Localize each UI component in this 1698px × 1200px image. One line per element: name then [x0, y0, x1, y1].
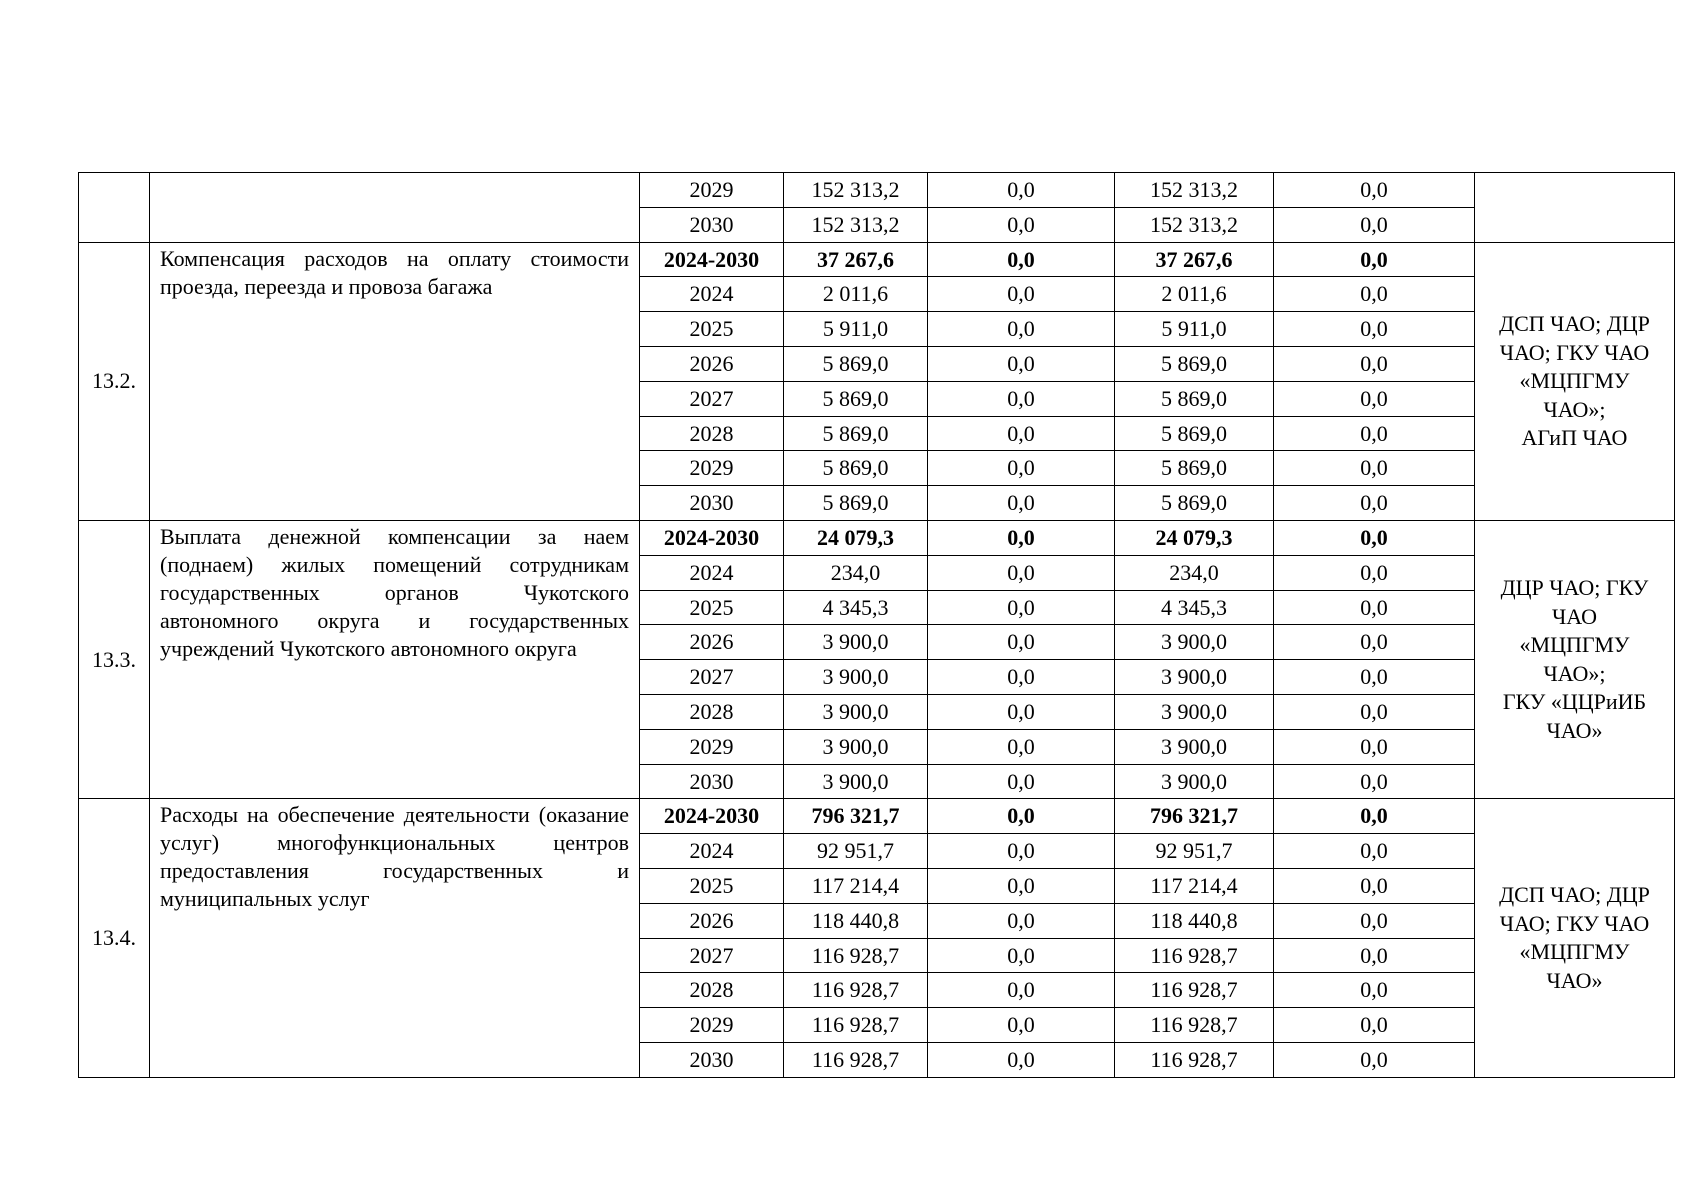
federal-cell: 0,0	[928, 451, 1115, 486]
regional-cell: 4 345,3	[1115, 590, 1274, 625]
responsible-cell	[1475, 242, 1675, 520]
regional-cell: 2 011,6	[1115, 277, 1274, 312]
responsible-line: «МЦПГМУ	[1519, 368, 1630, 394]
other-cell: 0,0	[1274, 973, 1475, 1008]
other-cell: 0,0	[1274, 729, 1475, 764]
section-name-cell: Расходы на обеспечение деятельности (оказание услуг) многофункциональных центров предоставления государственных и муниципальных услуг	[150, 799, 640, 1077]
responsible-line: ЧАО»	[1546, 967, 1603, 993]
other-cell: 0,0	[1274, 242, 1475, 277]
federal-cell: 0,0	[928, 416, 1115, 451]
total-cell: 2 011,6	[784, 277, 928, 312]
table-row	[79, 173, 1675, 208]
year-cell: 2026	[640, 625, 784, 660]
year-cell: 2024	[640, 277, 784, 312]
section-name-cell: Компенсация расходов на оплату стоимости проезда, переезда и провоза багажа	[150, 242, 640, 520]
total-cell: 116 928,7	[784, 938, 928, 973]
other-cell: 0,0	[1274, 694, 1475, 729]
federal-cell: 0,0	[928, 625, 1115, 660]
federal-cell: 0,0	[928, 173, 1115, 208]
federal-cell: 0,0	[928, 381, 1115, 416]
table-row	[79, 520, 1675, 555]
regional-cell: 152 313,2	[1115, 207, 1274, 242]
total-cell: 24 079,3	[784, 520, 928, 555]
year-cell: 2027	[640, 381, 784, 416]
total-cell: 3 900,0	[784, 625, 928, 660]
year-cell: 2026	[640, 346, 784, 381]
year-cell: 2028	[640, 694, 784, 729]
year-cell: 2028	[640, 416, 784, 451]
federal-cell: 0,0	[928, 973, 1115, 1008]
regional-cell: 5 869,0	[1115, 451, 1274, 486]
federal-cell: 0,0	[928, 694, 1115, 729]
other-cell: 0,0	[1274, 312, 1475, 347]
year-cell: 2029	[640, 173, 784, 208]
section-number-cell: 13.3.	[79, 520, 150, 798]
regional-cell: 3 900,0	[1115, 625, 1274, 660]
other-cell: 0,0	[1274, 173, 1475, 208]
regional-cell: 5 869,0	[1115, 486, 1274, 521]
federal-cell: 0,0	[928, 938, 1115, 973]
year-cell: 2030	[640, 764, 784, 799]
federal-cell: 0,0	[928, 799, 1115, 834]
year-cell: 2024	[640, 834, 784, 869]
other-cell: 0,0	[1274, 346, 1475, 381]
regional-cell: 3 900,0	[1115, 729, 1274, 764]
responsible-line: ДСП ЧАО; ДЦР	[1499, 311, 1650, 337]
regional-cell: 5 869,0	[1115, 381, 1274, 416]
regional-cell: 3 900,0	[1115, 660, 1274, 695]
year-cell: 2024-2030	[640, 799, 784, 834]
year-cell: 2030	[640, 1042, 784, 1077]
other-cell: 0,0	[1274, 555, 1475, 590]
other-cell: 0,0	[1274, 590, 1475, 625]
year-cell: 2029	[640, 729, 784, 764]
total-cell: 3 900,0	[784, 729, 928, 764]
total-cell: 92 951,7	[784, 834, 928, 869]
regional-cell: 796 321,7	[1115, 799, 1274, 834]
year-cell: 2025	[640, 590, 784, 625]
federal-cell: 0,0	[928, 764, 1115, 799]
total-cell: 5 869,0	[784, 416, 928, 451]
total-cell: 117 214,4	[784, 868, 928, 903]
other-cell: 0,0	[1274, 799, 1475, 834]
total-cell: 234,0	[784, 555, 928, 590]
year-cell: 2024-2030	[640, 520, 784, 555]
total-cell: 5 869,0	[784, 381, 928, 416]
other-cell: 0,0	[1274, 486, 1475, 521]
section-number-cell: 13.4.	[79, 799, 150, 1077]
responsible-line: «МЦПГМУ	[1519, 939, 1630, 965]
table-row	[79, 799, 1675, 834]
other-cell: 0,0	[1274, 1008, 1475, 1043]
other-cell: 0,0	[1274, 451, 1475, 486]
federal-cell: 0,0	[928, 346, 1115, 381]
regional-cell: 118 440,8	[1115, 903, 1274, 938]
table-body	[79, 173, 1675, 1078]
responsible-line: ЧАО; ГКУ ЧАО	[1499, 910, 1650, 936]
total-cell: 4 345,3	[784, 590, 928, 625]
other-cell: 0,0	[1274, 868, 1475, 903]
total-cell: 5 869,0	[784, 451, 928, 486]
responsible-line: «МЦПГМУ	[1519, 632, 1630, 658]
other-cell: 0,0	[1274, 520, 1475, 555]
federal-cell: 0,0	[928, 555, 1115, 590]
federal-cell: 0,0	[928, 520, 1115, 555]
total-cell: 796 321,7	[784, 799, 928, 834]
other-cell: 0,0	[1274, 764, 1475, 799]
regional-cell: 116 928,7	[1115, 938, 1274, 973]
budget-table	[78, 172, 1675, 1078]
year-cell: 2024-2030	[640, 242, 784, 277]
regional-cell: 24 079,3	[1115, 520, 1274, 555]
responsible-line: АГиП ЧАО	[1521, 425, 1628, 451]
total-cell: 116 928,7	[784, 1042, 928, 1077]
regional-cell: 116 928,7	[1115, 1008, 1274, 1043]
regional-cell: 37 267,6	[1115, 242, 1274, 277]
total-cell: 3 900,0	[784, 764, 928, 799]
total-cell: 3 900,0	[784, 660, 928, 695]
regional-cell: 152 313,2	[1115, 173, 1274, 208]
other-cell: 0,0	[1274, 903, 1475, 938]
responsible-line: ДЦР ЧАО; ГКУ	[1500, 575, 1649, 601]
total-cell: 152 313,2	[784, 207, 928, 242]
total-cell: 5 911,0	[784, 312, 928, 347]
total-cell: 116 928,7	[784, 973, 928, 1008]
table-row	[79, 242, 1675, 277]
responsible-cell	[1475, 520, 1675, 798]
responsible-line: ЧАО»;	[1543, 660, 1606, 686]
federal-cell: 0,0	[928, 1042, 1115, 1077]
year-cell: 2027	[640, 660, 784, 695]
section-number-cell	[79, 173, 150, 243]
year-cell: 2030	[640, 486, 784, 521]
year-cell: 2030	[640, 207, 784, 242]
other-cell: 0,0	[1274, 416, 1475, 451]
regional-cell: 3 900,0	[1115, 764, 1274, 799]
federal-cell: 0,0	[928, 868, 1115, 903]
section-name-cell: Выплата денежной компенсации за наем (поднаем) жилых помещений сотрудникам государственных органов Чукотского автономного округа и государственных учреждений Чукотского автономного округа	[150, 520, 640, 798]
federal-cell: 0,0	[928, 903, 1115, 938]
regional-cell: 3 900,0	[1115, 694, 1274, 729]
responsible-line: ЧАО; ГКУ ЧАО	[1499, 339, 1650, 365]
responsible-cell	[1475, 173, 1675, 243]
responsible-line: ГКУ «ЦЦРиИБ	[1502, 689, 1647, 715]
regional-cell: 5 911,0	[1115, 312, 1274, 347]
other-cell: 0,0	[1274, 625, 1475, 660]
federal-cell: 0,0	[928, 486, 1115, 521]
responsible-line: ЧАО	[1552, 603, 1597, 629]
other-cell: 0,0	[1274, 938, 1475, 973]
total-cell: 5 869,0	[784, 486, 928, 521]
regional-cell: 5 869,0	[1115, 416, 1274, 451]
regional-cell: 117 214,4	[1115, 868, 1274, 903]
federal-cell: 0,0	[928, 277, 1115, 312]
year-cell: 2029	[640, 1008, 784, 1043]
year-cell: 2025	[640, 868, 784, 903]
federal-cell: 0,0	[928, 729, 1115, 764]
other-cell: 0,0	[1274, 381, 1475, 416]
federal-cell: 0,0	[928, 242, 1115, 277]
total-cell: 37 267,6	[784, 242, 928, 277]
other-cell: 0,0	[1274, 660, 1475, 695]
other-cell: 0,0	[1274, 207, 1475, 242]
year-cell: 2025	[640, 312, 784, 347]
section-name-cell	[150, 173, 640, 243]
total-cell: 116 928,7	[784, 1008, 928, 1043]
year-cell: 2029	[640, 451, 784, 486]
year-cell: 2024	[640, 555, 784, 590]
regional-cell: 234,0	[1115, 555, 1274, 590]
federal-cell: 0,0	[928, 312, 1115, 347]
regional-cell: 116 928,7	[1115, 1042, 1274, 1077]
responsible-cell	[1475, 799, 1675, 1077]
total-cell: 152 313,2	[784, 173, 928, 208]
section-number-cell: 13.2.	[79, 242, 150, 520]
responsible-line: ЧАО»;	[1543, 396, 1606, 422]
federal-cell: 0,0	[928, 660, 1115, 695]
total-cell: 5 869,0	[784, 346, 928, 381]
regional-cell: 92 951,7	[1115, 834, 1274, 869]
federal-cell: 0,0	[928, 834, 1115, 869]
federal-cell: 0,0	[928, 1008, 1115, 1043]
federal-cell: 0,0	[928, 590, 1115, 625]
total-cell: 118 440,8	[784, 903, 928, 938]
other-cell: 0,0	[1274, 834, 1475, 869]
other-cell: 0,0	[1274, 277, 1475, 312]
responsible-line: ЧАО»	[1546, 717, 1603, 743]
total-cell: 3 900,0	[784, 694, 928, 729]
year-cell: 2027	[640, 938, 784, 973]
regional-cell: 5 869,0	[1115, 346, 1274, 381]
federal-cell: 0,0	[928, 207, 1115, 242]
regional-cell: 116 928,7	[1115, 973, 1274, 1008]
year-cell: 2026	[640, 903, 784, 938]
other-cell: 0,0	[1274, 1042, 1475, 1077]
year-cell: 2028	[640, 973, 784, 1008]
responsible-line: ДСП ЧАО; ДЦР	[1499, 882, 1650, 908]
